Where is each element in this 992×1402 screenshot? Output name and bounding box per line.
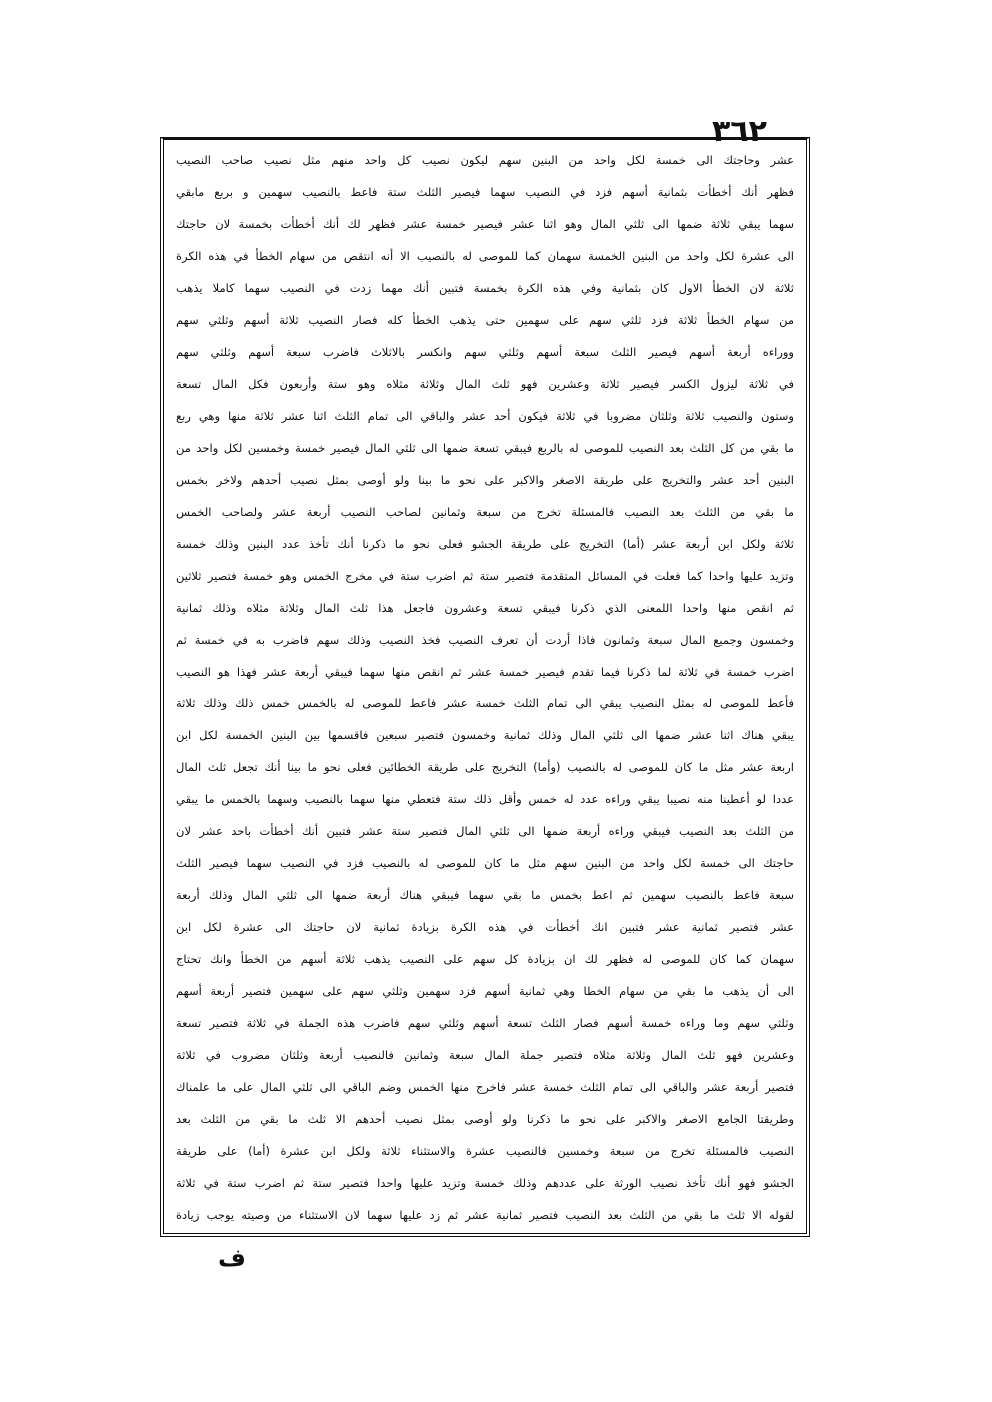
text-line: سهمان كما كان للموصى له فظهر لك ان بزيادة كل سهم على النصيب يذهب ثلاثة أسهم من الخطأ وانك تحتاج [176, 952, 794, 967]
text-line: ووراءه أربعة أسهم فيصير الثلث سبعة أسهم وثلثي سهم وانكسر بالاثلاث فاضرب سبعة أسهم وثلثي سهم [176, 344, 794, 359]
text-line: وعشرين فهو ثلث المال وثلاثة مثلاه فتصير جملة المال سبعة وثمانين فالنصيب أربعة وثلثان مضروب في ثلاثة [176, 1048, 794, 1063]
catchword: ف [218, 1244, 246, 1272]
text-line: عددا لو أعطينا منه نصيبا يبقي وراءه عدد له خمس وأقل ذلك ستة فتعطي منها سهما بالنصيب وسهما بالخمس ما يبقي [176, 792, 794, 807]
text-line: عشر فتصير ثمانية عشر فتبين انك أخطأت في هذه الكرة بزيادة ثمانية لان حاجتك الى عشرة لكل ابن [176, 920, 794, 935]
text-line: من سهام الخطأ ثلاثة فزد ثلثي سهم على سهمين حتى يذهب الخطأ كله فصار النصيب ثلاثة أسهم وثلثي سهم [176, 312, 794, 327]
text-line: وتزيد عليها واحدا كما فعلت في المسائل المتقدمة فتصير ستة ثم اضرب ستة في مخرج الخمس وهو خمسة فتصير ثلاثين [176, 568, 794, 583]
text-line: وثلثي سهم وما وراءه خمسة أسهم فصار الثلث تسعة أسهم وثلثي سهم فاضرب هذه الجملة في ثلاثة فتصير تسعة [176, 1016, 794, 1031]
text-frame [160, 137, 810, 1237]
text-line: حاجتك الى خمسة لكل واحد من البنين سهم مثل ما كان للموصى له بالنصيب فزد في النصيب سهما فيصير الثلث [176, 856, 794, 871]
text-line: ما بقي من الثلث بعد النصيب فالمسئلة تخرج من سبعة وثمانين لصاحب النصيب أربعة عشر ولصاحب الخمس [176, 504, 794, 519]
text-line: في ثلاثة ليزول الكسر فيصير ثلاثة وعشرين فهو ثلث المال وثلاثة مثلاه وهو ستة وأربعون فكل المال تسعة [176, 376, 794, 391]
text-line: وطريقتا الجامع الاصغر والاكبر على نحو ما ذكرنا ولو أوصى بمثل نصيب أحدهم الا ثلث ما بقي من الثلث بعد [176, 1112, 794, 1127]
text-line: الى أن يذهب ما بقي من سهام الخطا وهي ثمانية أسهم فزد سهمين وثلثي سهم على سهمين فتصير أربعة أسهم [176, 984, 794, 999]
page-number: ٣٦٢ [712, 114, 767, 149]
text-line: ثلاثة لان الخطأ الاول كان بثمانية وفي هذه الكرة بخمسة فتبين أنك مهما زدت في النصيب سهما كاملا يذهب [176, 280, 794, 295]
text-line: ثم انقص منها واحدا اللمعنى الذي ذكرنا فيبقي تسعة وعشرون فاجعل هذا ثلث المال وثلاثة مثلاه وذلك ثمانية [176, 600, 794, 615]
text-line: النصيب فالمسئلة تخرج من سبعة وخمسين فالنصيب عشرة والاستثناء ثلاثة ولكل ابن عشرة (أما) على طريقة [176, 1144, 794, 1159]
text-body [176, 150, 794, 1225]
text-line: وخمسون وجميع المال سبعة وثمانون فاذا أردت أن تعرف النصيب فخذ النصيب وذلك سهم فاضرب به في خمسة ثم [176, 632, 794, 647]
text-line: اضرب خمسة في ثلاثة لما ذكرنا فيما تقدم فيصير خمسة عشر ثم انقص منها سهما فيبقي أربعة عشر فهذا هو النصيب [176, 664, 794, 679]
text-line: فأعط للموصى له بمثل النصيب يبقي الى تمام الثلث خمسة عشر فاعط للموصى له بالخمس خمس ذلك وذلك ثلاثة [176, 696, 794, 711]
text-line: ما بقي من كل الثلث بعد النصيب للموصى له بالربع فيبقي تسعة ضمها الى ثلثي المال فيصير خمسة وخمسين لكل واحد من [176, 440, 794, 455]
text-line: لقوله الا ثلث ما بقي من الثلث بعد النصيب فتصير ثمانية عشر ثم زد عليها سهما لان الاستثناء من وصيته يوجب زيادة [176, 1207, 794, 1222]
text-line: اربعة عشر مثل ما كان للموصى له بالنصيب (وأما) التخريج على طريقة الخطائين فعلى نحو ما بينا أنك تجعل ثلث المال [176, 760, 794, 775]
text-line: الى عشرة لكل واحد من البنين الخمسة سهمان كما للموصى له بالنصيب الا أنه انتقص من سهام الخطأ في هذه الكرة [176, 248, 794, 263]
text-line: فتصير أربعة عشر والباقي الى تمام الثلث خمسة عشر فاخرج منها الخمس وضم الباقي الى ثلثي المال على ما علمناك [176, 1080, 794, 1095]
text-line: وستون والنصيب ثلاثة وثلثان مضروبا في ثلاثة فيكون أحد عشر والباقي الى تمام الثلث اثنا عشر ثلاثة منها وهي ربع [176, 408, 794, 423]
text-line: فظهر أنك أخطأت بثمانية أسهم فزد في النصيب سهما فيصير الثلث ستة فاعط بالنصيب سهمين و بربع مابقي [176, 184, 794, 199]
text-line: من الثلث بعد النصيب فيبقي وراءه أربعة ضمها الى ثلثي المال فتصير ستة عشر فتبين أنك أخطأت باحد عشر لان [176, 824, 794, 839]
text-line: الجشو فهو أنك تأخذ نصيب الورثة على عددهم وذلك خمسة وتزيد عليها واحدا فتصير ستة ثم اضرب ستة في ثلاثة [176, 1176, 794, 1190]
text-line: البنين أحد عشر والتخريج على طريقة الاصغر والاكبر على نحو ما بينا ولو أوصى بمثل نصيب أحدهم ولاخر بخمس [176, 472, 794, 487]
text-line: سهما يبقي ثلاثة ضمها الى ثلثي المال وهو اثنا عشر فيصير خمسة عشر فظهر لك أنك أخطأت بخمسة لان حاجتك [176, 216, 794, 231]
text-line: عشر وحاجتك الى خمسة لكل واحد من البنين سهم ليكون نصيب كل واحد منهم مثل نصيب صاحب النصيب [176, 153, 794, 167]
text-line: سبعة فاعط بالنصيب سهمين ثم اعط بخمس ما بقي سهما فيبقي هناك أربعة ضمها الى ثلثي المال وذلك أربعة [176, 888, 794, 903]
text-line: يبقي هناك اثنا عشر ضمها الى ثلثي المال وذلك ثمانية وخمسون فتصير سبعين فاقسمها بين البنين الخمسة لكل ابن [176, 728, 794, 743]
text-line: ثلاثة ولكل ابن أربعة عشر (أما) التخريج على طريقة الجشو فعلى نحو ما ذكرنا أنك تأخذ عدد البنين وذلك خمسة [176, 536, 794, 551]
